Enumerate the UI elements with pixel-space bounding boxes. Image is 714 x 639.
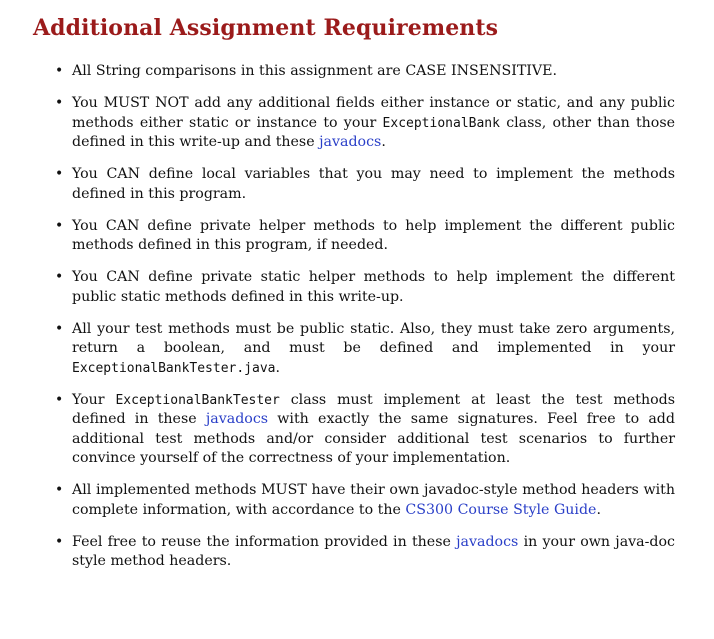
bullet-icon: •	[55, 95, 64, 111]
list-item	[0, 62, 714, 82]
requirements-list	[0, 62, 714, 584]
item-text: .	[275, 359, 281, 376]
item-text: Feel free to reuse the information provided in these	[72, 533, 457, 550]
item-text: All String comparisons in this assignment are CASE INSENSITIVE.	[72, 63, 558, 79]
javadocs-link[interactable]: javadocs	[456, 533, 519, 550]
item-text: class, other than those defined in this write-up and these	[72, 114, 676, 150]
item-text: You CAN define private static helper methods to help implement the different public static methods defined in this write-up.	[72, 269, 675, 305]
item-text: with exactly the same signatures. Feel free to add additional test methods and/or consider additional test scenarios to further convince yourself of the correctness of your implementation.	[72, 411, 675, 466]
list-item	[0, 320, 714, 379]
list-item	[0, 217, 714, 256]
code-filename: ExceptionalBankTester.java	[72, 360, 276, 376]
bullet-icon: •	[55, 217, 64, 234]
item-text: All implemented methods MUST have their own javadoc-style method headers with complete information, with accordance to the	[72, 482, 675, 518]
list-item	[0, 391, 714, 469]
item-text: You MUST NOT add any additional fields either instance or static, and any public methods either static or instance to your	[72, 95, 675, 131]
item-text: You CAN define local variables that you may need to implement the methods defined in this program.	[72, 166, 675, 202]
item-text: .	[381, 134, 386, 150]
item-text: in your own java-doc style method headers.	[72, 533, 675, 569]
style-guide-link[interactable]: CS300 Course Style Guide	[405, 501, 597, 518]
list-item	[0, 268, 714, 307]
item-text: All your test methods must be public static. Also, they must take zero arguments, return a boolean, and must be defined and implemented in your	[72, 320, 675, 356]
javadocs-link[interactable]: javadocs	[319, 134, 382, 150]
item-text: Your	[72, 391, 116, 408]
list-item	[0, 481, 714, 520]
item-text: .	[596, 501, 601, 518]
list-item	[0, 165, 714, 204]
bullet-icon: •	[55, 482, 64, 498]
list-item	[0, 533, 714, 572]
bullet-icon: •	[55, 533, 64, 550]
page-title: Additional Assignment Requirements	[33, 15, 499, 41]
list-item	[0, 94, 714, 153]
code-classname: ExceptionalBank	[382, 115, 500, 131]
item-text: class must implement at least the test methods defined in these	[72, 391, 675, 427]
javadocs-link[interactable]: javadocs	[205, 411, 269, 427]
code-classname: ExceptionalBankTester	[115, 392, 280, 408]
bullet-icon: •	[55, 320, 64, 337]
bullet-icon: •	[55, 391, 64, 408]
bullet-icon: •	[55, 63, 64, 79]
bullet-icon: •	[55, 166, 64, 182]
bullet-icon: •	[55, 269, 64, 285]
item-text: You CAN define private helper methods to help implement the different public methods defined in this program, if needed.	[72, 217, 675, 253]
